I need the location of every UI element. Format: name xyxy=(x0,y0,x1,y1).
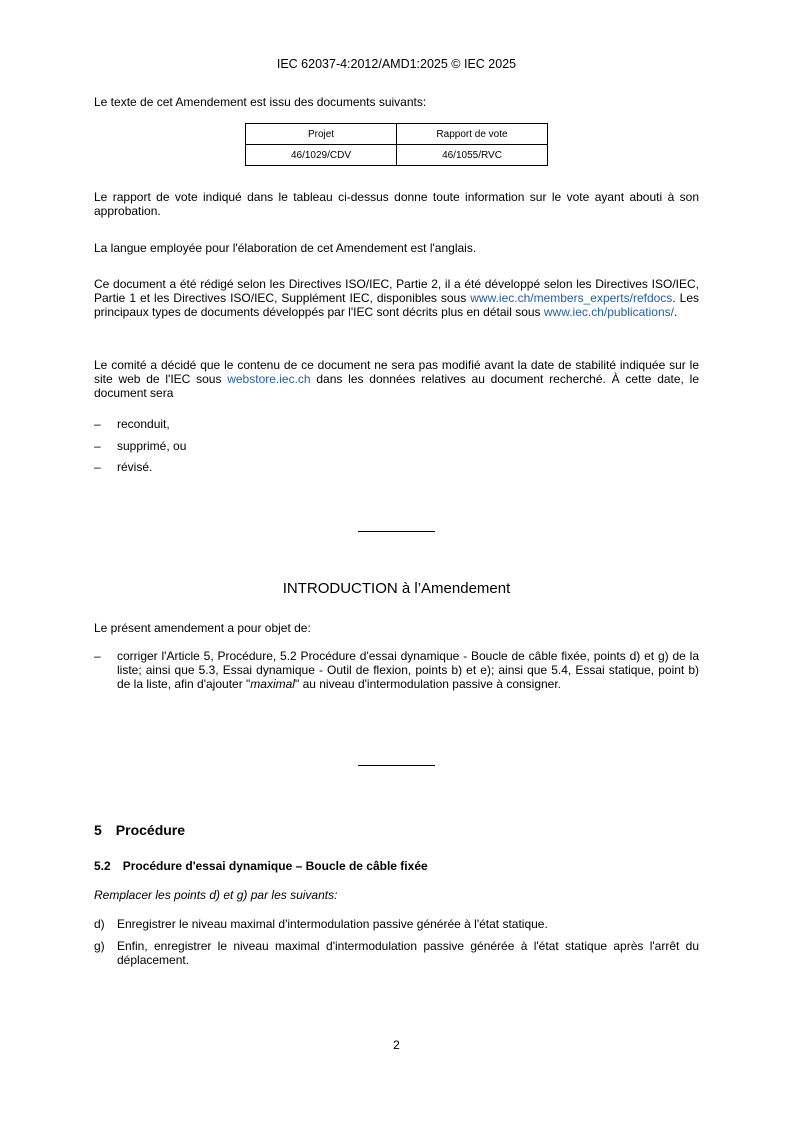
section-title: Procédure d'essai dynamique – Boucle de câble fixée xyxy=(122,859,428,873)
vote-report-paragraph: Le rapport de vote indiqué dans le tableau ci-dessus donne toute information sur le vote ayant abouti à son approbation. xyxy=(94,190,699,218)
intro-item-text-1: corriger l'Article 5, Procédure, 5.2 Procédure d'essai dynamique - Boucle de câble fixée, points d) et g) de la liste; ainsi que 5.3, Essai dynamique - Outil de flexion, points b) et e); ainsi que 5.4, Essai statique, point b) de la liste, afin d'ajouter " xyxy=(117,649,699,691)
introduction-title: INTRODUCTION à l’Amendement xyxy=(282,580,511,597)
section-5-heading xyxy=(94,822,185,838)
stability-text-2: dans les données relatives au document recherché. À cette date, le document sera xyxy=(94,372,699,400)
intro-item-text-2: " au niveau d'intermodulation passive à consigner. xyxy=(294,677,562,691)
list-dash: – xyxy=(94,649,101,663)
intro-item-emphasis: maximal xyxy=(250,677,295,691)
section-number: 5.2 xyxy=(94,859,111,873)
table-header-cell: Projet xyxy=(246,124,397,145)
table-header-row xyxy=(246,124,548,145)
stability-text-1: Le comité a décidé que le contenu de ce document ne sera pas modifié avant la date de stabilité indiquée sur le site web de l'IEC sous xyxy=(94,358,699,386)
stability-paragraph xyxy=(94,358,699,400)
directives-paragraph xyxy=(94,277,699,319)
language-paragraph: La langue employée pour l'élaboration de cet Amendement est l'anglais. xyxy=(94,241,477,255)
directives-text-3: . xyxy=(673,305,678,319)
directives-text-2: . Les principaux types de documents développés par l'IEC sont décrits plus en détail sous xyxy=(94,291,700,319)
separator-line xyxy=(358,765,435,766)
separator-line xyxy=(358,531,435,532)
table-row xyxy=(246,145,548,166)
refdocs-link[interactable]: www.iec.ch/members_experts/refdocs xyxy=(470,291,673,305)
section-number: 5 xyxy=(94,822,102,838)
page-header: IEC 62037-4:2012/AMD1:2025 © IEC 2025 xyxy=(276,57,517,71)
replace-item-g: Enfin, enregistrer le niveau maximal d'intermodulation passive générée à l'état statique après l'arrêt du déplacement. xyxy=(117,939,699,967)
table-header-cell: Rapport de vote xyxy=(397,124,548,145)
list-item: révisé. xyxy=(117,460,153,474)
table-cell: 46/1029/CDV xyxy=(246,145,397,166)
intro-list-item xyxy=(117,649,699,691)
publications-link[interactable]: www.iec.ch/publications/ xyxy=(543,305,674,319)
section-5-2-heading xyxy=(94,859,428,873)
replace-instruction: Remplacer les points d) et g) par les suivants: xyxy=(94,888,338,902)
list-item: supprimé, ou xyxy=(117,439,187,453)
directives-text-1: Ce document a été rédigé selon les Directives ISO/IEC, Partie 2, il a été développé selon les Directives ISO/IEC, Partie 1 et les Directives ISO/IEC, Supplément IEC, disponibles sous xyxy=(94,277,699,305)
list-label: g) xyxy=(94,939,105,953)
voting-table xyxy=(245,123,548,166)
webstore-link[interactable]: webstore.iec.ch xyxy=(227,372,311,386)
section-title: Procédure xyxy=(115,822,186,838)
list-dash: – xyxy=(94,439,101,453)
intro-purpose-text: Le présent amendement a pour objet de: xyxy=(94,621,311,635)
list-dash: – xyxy=(94,460,101,474)
list-item: reconduit, xyxy=(117,417,170,431)
list-dash: – xyxy=(94,417,101,431)
intro-docs-text: Le texte de cet Amendement est issu des documents suivants: xyxy=(94,95,427,109)
table-cell: 46/1055/RVC xyxy=(397,145,548,166)
page-number: 2 xyxy=(393,1038,400,1052)
list-label: d) xyxy=(94,917,105,931)
replace-item-d: Enregistrer le niveau maximal d'intermodulation passive générée à l'état statique. xyxy=(117,917,548,931)
